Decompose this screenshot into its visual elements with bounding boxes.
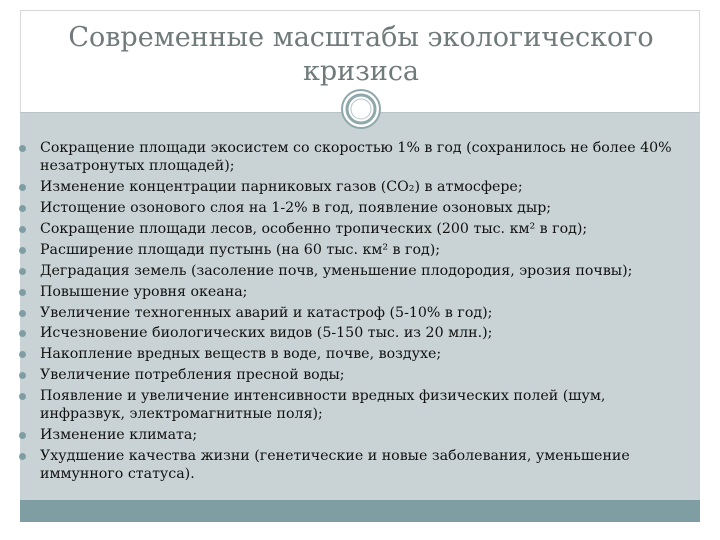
list-item: Изменение концентрации парниковых газов (СО₂) в атмосфере; xyxy=(14,178,684,196)
bullet-icon xyxy=(19,205,26,212)
bullet-icon xyxy=(19,310,26,317)
list-item: Изменение климата; xyxy=(14,426,684,444)
bullet-list xyxy=(14,139,684,486)
list-item: Увеличение техногенных аварий и катастроф (5-10% в год); xyxy=(14,304,684,322)
list-item: Повышение уровня океана; xyxy=(14,283,684,301)
bullet-icon xyxy=(19,393,26,400)
list-item: Расширение площади пустынь (на 60 тыс. км² в год); xyxy=(14,241,684,259)
list-item: Деградация земель (засоление почв, уменьшение плодородия, эрозия почвы); xyxy=(14,262,684,280)
footer-line xyxy=(20,522,700,530)
list-item: Исчезновение биологических видов (5-150 тыс. из 20 млн.); xyxy=(14,324,684,342)
double-ring-icon xyxy=(340,88,382,130)
list-item: Накопление вредных веществ в воде, почве, воздухе; xyxy=(14,345,684,363)
bullet-icon xyxy=(19,289,26,296)
slide-title xyxy=(21,21,701,89)
list-item: Увеличение потребления пресной воды; xyxy=(14,366,684,384)
bullet-icon xyxy=(19,330,26,337)
bullet-icon xyxy=(19,247,26,254)
bullet-icon xyxy=(19,351,26,358)
bullet-icon xyxy=(19,453,26,460)
slide-title-line-1: Современные масштабы экологического xyxy=(68,22,654,53)
list-item: Появление и увеличение интенсивности вредных физических полей (шум, инфразвук, электромагнитные поля); xyxy=(14,387,684,424)
list-item: Ухудшение качества жизни (генетические и новые заболевания, уменьшение иммунного статуса). xyxy=(14,447,684,484)
bullet-icon xyxy=(19,184,26,191)
bullet-icon xyxy=(19,372,26,379)
slide-title-line-2: кризиса xyxy=(302,56,420,87)
list-item: Истощение озонового слоя на 1-2% в год, появление озоновых дыр; xyxy=(14,199,684,217)
bullet-icon xyxy=(19,432,26,439)
list-item: Сокращение площади лесов, особенно тропических (200 тыс. км² в год); xyxy=(14,220,684,238)
footer-band xyxy=(20,500,700,522)
list-item: Сокращение площади экосистем со скоростью 1% в год (сохранилось не более 40% незатронутых площадей); xyxy=(14,139,684,176)
bullet-icon xyxy=(19,226,26,233)
bullet-icon xyxy=(19,145,26,152)
bullet-icon xyxy=(19,268,26,275)
